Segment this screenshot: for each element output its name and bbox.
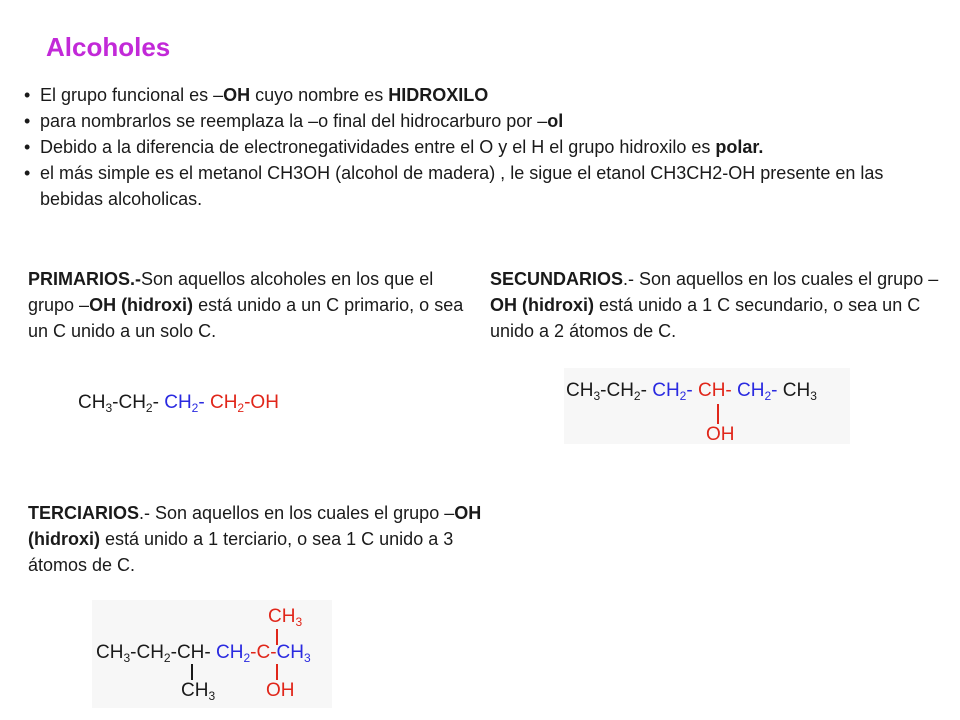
bullet-item: • el más simple es el metanol CH3OH (alcohol de madera) , le sigue el etanol CH3CH2-OH presente en las bebidas alcoholicas. (18, 160, 948, 212)
tertiary-alcohol-formula: $CH_3-CH_2-CH-$ $CH_2-C-CH_3$ (96, 642, 311, 665)
terciarios-paragraph: TERCIARIOS.- Son aquellos en los cuales el grupo –OH (hidroxi) está unido a 1 terciario, o sea 1 C unido a 3 átomos de C. (28, 503, 482, 575)
tertiary-oh-bond (276, 664, 278, 680)
bullet-list (18, 82, 948, 212)
tertiary-branch-bond (191, 664, 193, 680)
tertiary-branch-methyl: $CH_3$ (181, 680, 216, 703)
tertiary-top-methyl: $CH_3$ (268, 606, 303, 629)
secundarios-paragraph: SECUNDARIOS.- Son aquellos en los cuales el grupo –OH (hidroxi) está unido a 1 C secundario, o sea un C unido a 2 átomos de C. (490, 269, 939, 341)
primary-alcohol-formula: $CH_3-CH_2-$ $CH_2-$ $CH_2-OH$ (78, 392, 279, 415)
tertiary-oh-group: OH (266, 680, 295, 701)
bullet-item: • El grupo funcional es –OH cuyo nombre es HIDROXILO (18, 82, 948, 108)
secondary-oh-bond (717, 404, 719, 424)
primarios-paragraph: PRIMARIOS.-Son aquellos alcoholes en los que el grupo –OH (hidroxi) está unido a un C primario, o sea un C unido a un solo C. (28, 269, 464, 341)
secondary-alcohol-formula: $CH_3-CH_2-$ $CH_2-$ CH- $CH_2-$ $CH_3$ (566, 380, 817, 403)
slide-title: Alcoholes (46, 32, 171, 62)
secondary-oh-group: OH (706, 424, 735, 445)
bullet-item: • Debido a la diferencia de electronegatividades entre el O y el H el grupo hidroxilo es polar. (18, 134, 948, 160)
bullet-item: • para nombrarlos se reemplaza la –o final del hidrocarburo por –ol (18, 108, 948, 134)
